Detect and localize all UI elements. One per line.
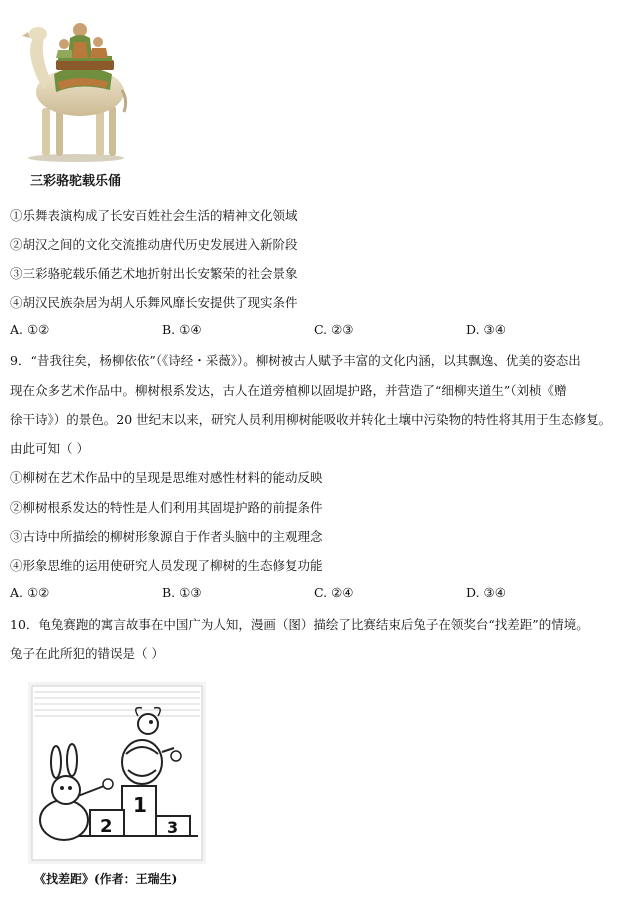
q9-statement-3: ③古诗中所描绘的柳树形象源自于作者头脑中的主观理念 <box>10 529 323 544</box>
cartoon-image <box>28 682 206 864</box>
camel-figurine-image <box>14 12 132 164</box>
q8-statement-3: ③三彩骆驼载乐俑艺术地折射出长安繁荣的社会景象 <box>10 266 298 281</box>
podium-label-2: 2 <box>100 816 113 837</box>
q9-stem-line-4: 由此可知（ ） <box>10 441 89 456</box>
q8-statement-2: ②胡汉之间的文化交流推动唐代历史发展进入新阶段 <box>10 237 298 252</box>
podium-label-3: 3 <box>167 818 179 837</box>
q8-statement-4: ④胡汉民族杂居为胡人乐舞风靡长安提供了现实条件 <box>10 295 298 310</box>
q9-option-d[interactable]: D. ③④ <box>466 585 506 600</box>
q10-stem-line-2: 兔子在此所犯的错误是（ ） <box>10 646 164 661</box>
q8-option-d[interactable]: D. ③④ <box>466 322 506 337</box>
figure1-caption: 三彩骆驼载乐俑 <box>30 174 122 189</box>
q8-option-a[interactable]: A. ①② <box>10 322 50 337</box>
q9-stem-line-1: 9．“昔我往矣，杨柳依依”（《诗经・采薇》）。柳树被古人赋予丰富的文化内涵，以其飘逸、优美的姿态出 <box>10 353 581 368</box>
q9-option-b[interactable]: B. ①③ <box>162 585 202 600</box>
q9-option-a[interactable]: A. ①② <box>10 585 50 600</box>
q9-statement-1: ①柳树在艺术作品中的呈现是思维对感性材料的能动反映 <box>10 470 323 485</box>
q9-option-c[interactable]: C. ②④ <box>314 585 354 600</box>
camel-figurine-drawing <box>14 12 132 164</box>
q9-statement-4: ④形象思维的运用使研究人员发现了柳树的生态修复功能 <box>10 558 323 573</box>
q9-statement-2: ②柳树根系发达的特性是人们利用其固堤护路的前提条件 <box>10 500 323 515</box>
q8-option-c[interactable]: C. ②③ <box>314 322 354 337</box>
cartoon-drawing <box>28 682 206 864</box>
q9-stem-line-2: 现在众多艺术作品中。柳树根系发达，古人在道旁植柳以固堤护路，并营造了“细柳夹道生”（刘桢《赠 <box>10 383 567 398</box>
q9-stem-line-3: 徐干诗》）的景色。20 世纪末以来，研究人员利用柳树能吸收并转化土壤中污染物的特性将其用于生态修复。 <box>10 412 612 427</box>
q8-statement-1: ①乐舞表演构成了长安百姓社会生活的精神文化领域 <box>10 208 298 223</box>
figure2-caption: 《找差距》(作者：王瑞生) <box>34 872 178 886</box>
q10-stem-line-1: 10．龟兔赛跑的寓言故事在中国广为人知，漫画（图）描绘了比赛结束后兔子在领奖台“找差距”的情境。 <box>10 617 589 632</box>
q8-option-b[interactable]: B. ①④ <box>162 322 202 337</box>
podium-label-1: 1 <box>133 793 147 817</box>
